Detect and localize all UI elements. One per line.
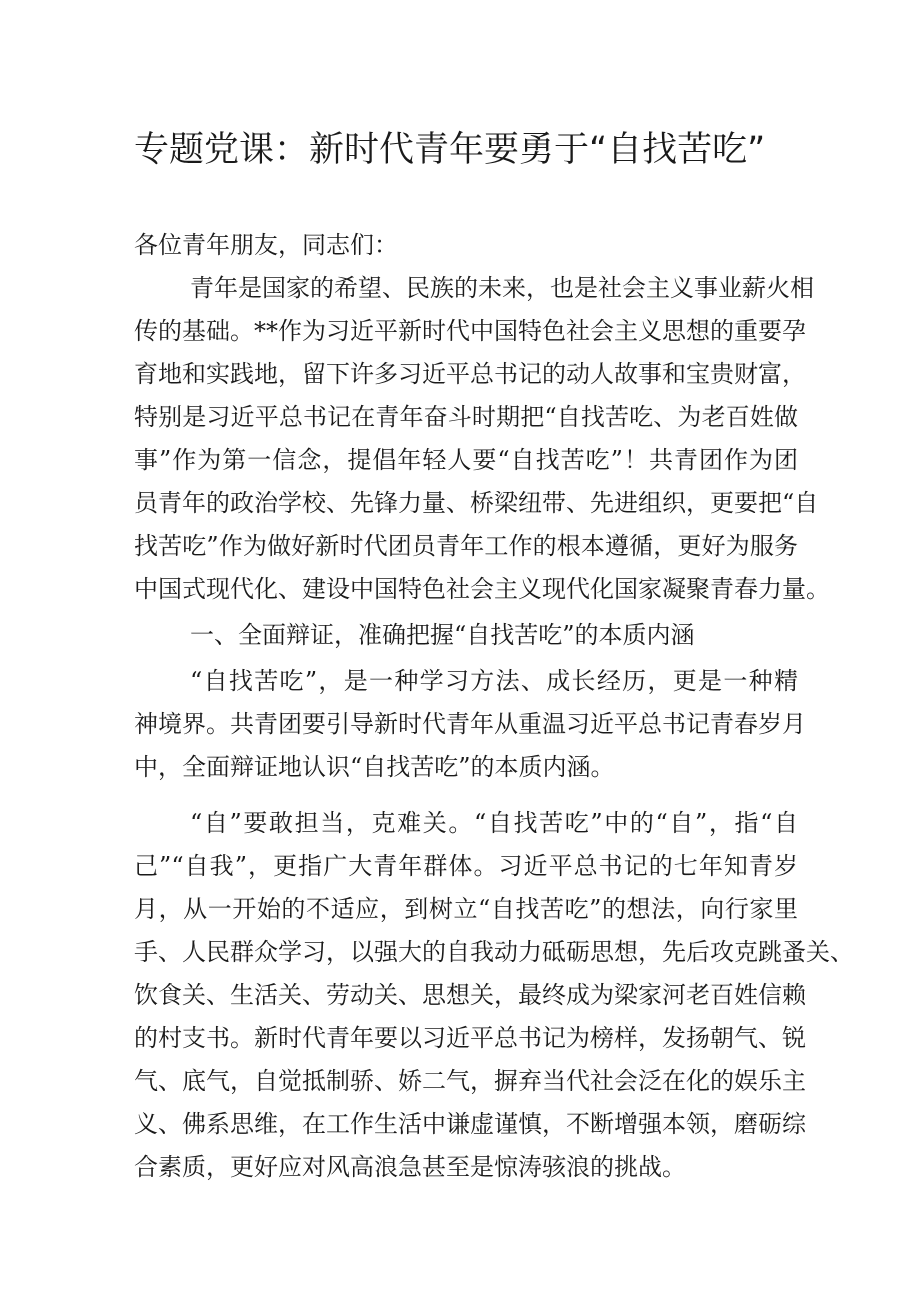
- paragraph-self: [134, 802, 854, 1189]
- paragraph-line: 月，从一开始的不适应，到树立“自找苦吃”的想法，向行家里: [134, 895, 798, 923]
- paragraph-line: 神境界。共青团要引导新时代青年从重温习近平总书记青春岁月: [134, 710, 806, 738]
- paragraph-essence: [134, 660, 806, 789]
- paragraph-intro: [134, 267, 830, 611]
- paragraph-line: “自找苦吃”，是一种学习方法、成长经历，更是一种精: [190, 667, 798, 695]
- section-heading: [134, 614, 798, 657]
- section-heading-line: 一、全面辩证，准确把握“自找苦吃”的本质内涵: [190, 621, 695, 649]
- document-title: 专题党课：新时代青年要勇于“自找苦吃”: [134, 130, 766, 170]
- paragraph-line: 中，全面辩证地认识“自找苦吃”的本质内涵。: [134, 753, 615, 781]
- paragraph-line: 饮食关、生活关、劳动关、思想关，最终成为梁家河老百姓信赖: [134, 981, 806, 1009]
- paragraph-line: “自”要敢担当，克难关。“自找苦吃”中的“自”，指“自: [190, 809, 798, 837]
- paragraph-line: 找苦吃”作为做好新时代团员青年工作的根本遵循，更好为服务: [134, 532, 798, 560]
- salutation: 各位青年朋友，同志们：: [134, 231, 398, 259]
- paragraph-line: 合素质，更好应对风高浪急甚至是惊涛骇浪的挑战。: [134, 1153, 686, 1181]
- paragraph-line: 的村支书。新时代青年要以习近平总书记为榜样，发扬朝气、锐: [134, 1024, 806, 1052]
- paragraph-line: 手、人民群众学习，以强大的自我动力砥砺思想，先后攻克跳蚤关、: [134, 938, 854, 966]
- paragraph-line: 青年是国家的希望、民族的未来，也是社会主义事业薪火相: [190, 274, 814, 302]
- paragraph-line: 育地和实践地，留下许多习近平总书记的动人故事和宝贵财富，: [134, 360, 806, 388]
- paragraph-line: 特别是习近平总书记在青年奋斗时期把“自找苦吃、为老百姓做: [134, 403, 798, 431]
- paragraph-line: 事”作为第一信念，提倡年轻人要“自找苦吃”！共青团作为团: [134, 446, 798, 474]
- paragraph-line: 气、底气，自觉抵制骄、娇二气，摒弃当代社会泛在化的娱乐主: [134, 1067, 806, 1095]
- paragraph-line: 传的基础。**作为习近平新时代中国特色社会主义思想的重要孕: [134, 317, 806, 345]
- paragraph-line: 己”“自我”，更指广大青年群体。习近平总书记的七年知青岁: [134, 852, 798, 880]
- document-body: [134, 224, 854, 1189]
- paragraph-line: 义、佛系思维，在工作生活中谦虚谨慎，不断增强本领，磨砺综: [134, 1110, 806, 1138]
- paragraph-line: 中国式现代化、建设中国特色社会主义现代化国家凝聚青春力量。: [134, 575, 830, 603]
- paragraph-line: 员青年的政治学校、先锋力量、桥梁纽带、先进组织，更要把“自: [134, 489, 819, 517]
